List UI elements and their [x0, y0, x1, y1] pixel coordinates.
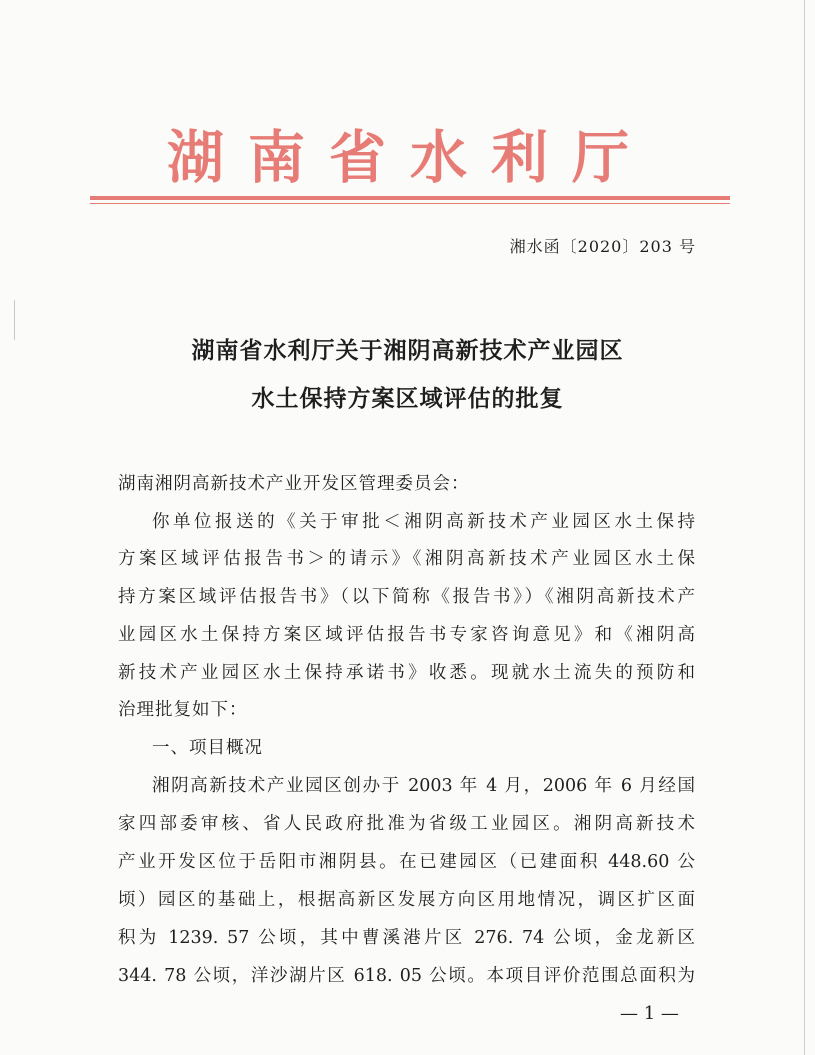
page-edge-right [804, 0, 805, 1055]
document-title-line-2: 水土保持方案区域评估的批复 [251, 385, 564, 412]
body-line: 持方案区域评估报告书》（以下简称《报告书》）《湘阴高新技术产 [118, 587, 695, 607]
body-line: 顷）园区的基础上，根据高新区发展方向区用地情况，调区扩区面 [118, 890, 695, 910]
body-line: 治理批复如下： [118, 700, 248, 720]
body-line: 积为 1239. 57 公顷，其中曹溪港片区 276. 74 公顷，金龙新区 [118, 928, 695, 948]
body-line: 344. 78 公顷，洋沙湖片区 618. 05 公顷。本项目评价范围总面积为 [118, 966, 695, 986]
body-line: 方案区域评估报告书＞的请示》《湘阴高新技术产业园区水土保 [118, 549, 695, 569]
body-line: 产业开发区位于岳阳市湘阴县。在已建园区（已建面积 448.60 公 [118, 852, 695, 872]
document-number: 湘水函〔2020〕203 号 [509, 237, 696, 256]
body-line: 新技术产业园区水土保持承诺书》收悉。现就水土流失的预防和 [118, 663, 695, 683]
section-heading: 一、项目概况 [152, 738, 263, 758]
body-line: 家四部委审核、省人民政府批准为省级工业园区。湘阴高新技术 [118, 814, 695, 834]
letterhead-title: 湖南省水利厅 [167, 124, 653, 191]
body-line: 湘阴高新技术产业园区创办于 2003 年 4 月，2006 年 6 月经国 [152, 776, 695, 796]
body-line: 业园区水土保持方案区域评估报告书专家咨询意见》和《湘阴高 [118, 625, 695, 645]
page-number: — 1 — [620, 1003, 679, 1024]
letterhead-rule-thick [90, 196, 730, 200]
letterhead-rule-thin [90, 203, 730, 204]
addressee: 湖南湘阴高新技术产业开发区管理委员会： [118, 474, 470, 494]
document-title-line-1: 湖南省水利厅关于湘阴高新技术产业园区 [191, 337, 624, 364]
body-line: 你单位报送的《关于审批＜湘阴高新技术产业园区水土保持 [152, 512, 695, 532]
scan-mark-left [14, 300, 15, 340]
